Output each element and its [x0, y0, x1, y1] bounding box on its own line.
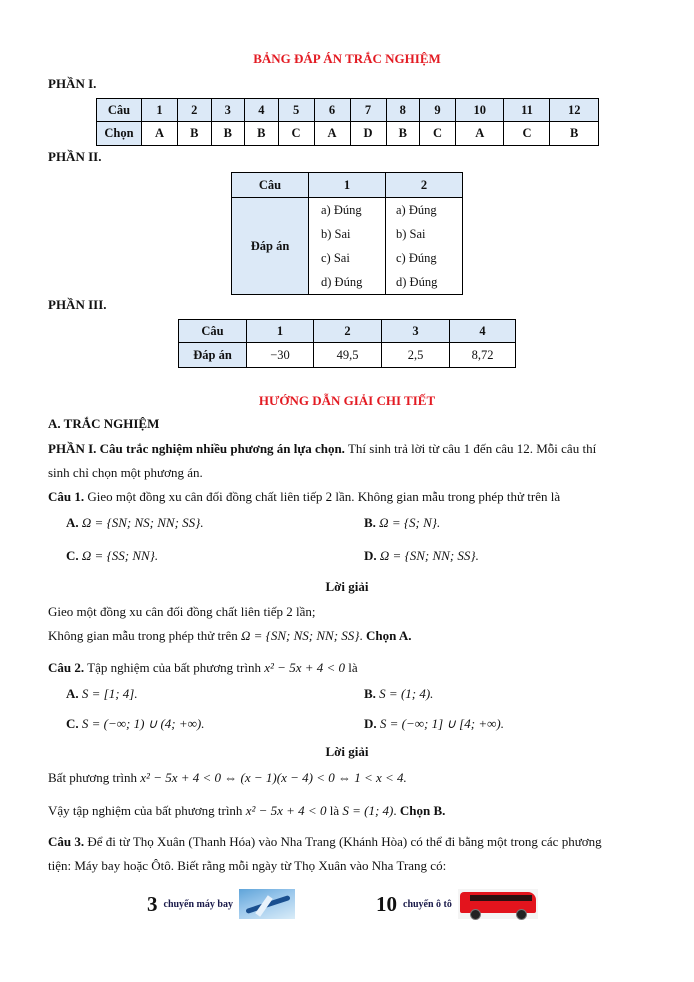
- question-3-cont: tiện: Máy bay hoặc Ôtô. Biết rằng mỗi ngày từ Thọ Xuân vào Nha Trang có:: [48, 858, 447, 873]
- statement-answer: c) Đúng: [396, 251, 437, 265]
- answer-cell: C: [278, 122, 314, 146]
- option-value: Ω = {S; N}.: [379, 515, 441, 530]
- question-2: [48, 660, 358, 676]
- statement-answer: b) Sai: [396, 227, 426, 241]
- answer-cell: B: [211, 122, 245, 146]
- question-cell: 8: [386, 99, 420, 122]
- option-letter: C.: [66, 548, 79, 563]
- solution-text-part: Vậy tập nghiệm của bất phương trình: [48, 803, 246, 818]
- answer-cell: [309, 198, 386, 295]
- question-math: x² − 5x + 4 < 0: [264, 660, 346, 675]
- part1-intro-heading: PHẦN I. Câu trắc nghiệm nhiều phương án lựa chọn.: [48, 441, 345, 456]
- option-value: Ω = {SN; NN; SS}.: [379, 548, 479, 563]
- part1-intro: [48, 441, 596, 457]
- question-3: [48, 834, 602, 850]
- question-cell: 2: [177, 99, 211, 122]
- chosen-answer: Chọn A.: [365, 628, 412, 643]
- solution-heading: Lời giải: [325, 744, 369, 759]
- question-cell: 5: [278, 99, 314, 122]
- solution-text: [48, 770, 407, 786]
- option-letter: D.: [364, 716, 377, 731]
- row-header: Chọn: [97, 122, 142, 146]
- question-cell: 3: [211, 99, 245, 122]
- option-d: [364, 716, 504, 732]
- question-cell: 1: [247, 320, 314, 343]
- flights-item: [147, 889, 295, 919]
- question-cell: 6: [314, 99, 350, 122]
- question-text: Để đi từ Thọ Xuân (Thanh Hóa) vào Nha Trang (Khánh Hòa) có thể đi bằng một trong các phương: [84, 834, 602, 849]
- buses-label: chuyến ô tô: [403, 898, 452, 910]
- option-d: [364, 548, 479, 564]
- solution-text: Gieo một đồng xu cân đối đồng chất liên tiếp 2 lần;: [48, 604, 316, 619]
- question-cell: 4: [450, 320, 516, 343]
- row-header: Câu: [232, 173, 309, 198]
- part1-intro-cont: sinh chỉ chọn một phương án.: [48, 465, 203, 480]
- answer-cell: C: [504, 122, 550, 146]
- solution-math: x² − 5x + 4 < 0 ⇔ (x − 1)(x − 4) < 0 ⇔ 1 < x < 4.: [140, 770, 407, 785]
- option-c: [66, 716, 204, 732]
- question-cell: 9: [420, 99, 456, 122]
- buses-item: [376, 889, 538, 919]
- statement-answer: d) Đúng: [396, 275, 438, 289]
- option-b: [364, 686, 433, 702]
- answer-cell: C: [420, 122, 456, 146]
- question-label: Câu 3.: [48, 834, 85, 849]
- answer-cell: 8,72: [450, 343, 516, 368]
- question-cell: 4: [245, 99, 279, 122]
- answer-cell: [386, 198, 463, 295]
- part1-label: PHẦN I.: [48, 76, 97, 91]
- solution-text-part: Không gian mẫu trong phép thử trên: [48, 628, 241, 643]
- part2-label: PHẦN II.: [48, 149, 102, 164]
- row-header: Đáp án: [232, 198, 309, 295]
- solutions-title: HƯỚNG DẪN GIẢI CHI TIẾT: [258, 393, 436, 408]
- option-value: S = [1; 4].: [81, 686, 138, 701]
- statement-answer: d) Đúng: [321, 275, 363, 289]
- answer-cell: B: [386, 122, 420, 146]
- part1-intro-text: Thí sinh trả lời từ câu 1 đến câu 12. Mỗi câu thí: [344, 441, 597, 456]
- option-letter: B.: [364, 686, 376, 701]
- question-cell: 12: [550, 99, 599, 122]
- question-cell: 3: [382, 320, 450, 343]
- question-text: Tập nghiệm của bất phương trình: [84, 660, 265, 675]
- answer-cell: −30: [247, 343, 314, 368]
- flights-label: chuyến máy bay: [163, 898, 233, 910]
- question-cell: 2: [314, 320, 382, 343]
- option-letter: C.: [66, 716, 79, 731]
- answer-key-title: BẢNG ĐÁP ÁN TRẮC NGHIỆM: [253, 51, 441, 66]
- part3-label: PHẦN III.: [48, 297, 107, 312]
- question-text: là: [345, 660, 358, 675]
- option-letter: B.: [364, 515, 376, 530]
- option-letter: A.: [66, 515, 79, 530]
- question-label: Câu 2.: [48, 660, 85, 675]
- answer-cell: B: [550, 122, 599, 146]
- option-a: [66, 515, 204, 531]
- solution-text-part: là: [326, 803, 343, 818]
- option-value: S = (−∞; 1] ∪ [4; +∞).: [379, 716, 504, 731]
- option-value: S = (−∞; 1) ∪ (4; +∞).: [81, 716, 205, 731]
- airplane-icon: [239, 889, 295, 919]
- question-cell: 2: [386, 173, 463, 198]
- section-a-heading: A. TRẮC NGHIỆM: [48, 416, 160, 431]
- table-row: [97, 99, 599, 122]
- solution-text-part: .: [359, 628, 366, 643]
- answer-cell: 2,5: [382, 343, 450, 368]
- option-c: [66, 548, 158, 564]
- statement-answer: c) Sai: [321, 251, 350, 265]
- solution-text: [48, 803, 445, 819]
- question-1: [48, 489, 560, 505]
- answer-cell: A: [142, 122, 178, 146]
- option-a: [66, 686, 138, 702]
- option-letter: D.: [364, 548, 377, 563]
- question-cell: 10: [456, 99, 504, 122]
- answer-cell: A: [456, 122, 504, 146]
- table-row: [179, 320, 516, 343]
- table-row: [232, 173, 463, 198]
- buses-count: 10: [376, 891, 397, 916]
- question-cell: 1: [309, 173, 386, 198]
- statement-answer: a) Đúng: [321, 203, 362, 217]
- answer-cell: D: [350, 122, 386, 146]
- option-b: [364, 515, 440, 531]
- solution-math: S = (1; 4): [342, 803, 394, 818]
- flights-count: 3: [147, 891, 158, 916]
- table-row: [97, 122, 599, 146]
- solution-heading: Lời giải: [325, 579, 369, 594]
- solution-text: [48, 628, 412, 644]
- question-cell: 1: [142, 99, 178, 122]
- question-cell: 7: [350, 99, 386, 122]
- table-row: [232, 198, 463, 295]
- part2-answer-table: [231, 172, 463, 295]
- row-header: Đáp án: [179, 343, 247, 368]
- part3-answer-table: [178, 319, 516, 368]
- table-row: [179, 343, 516, 368]
- question-text: Gieo một đồng xu cân đối đồng chất liên tiếp 2 lần. Không gian mẫu trong phép thử trên là: [84, 489, 561, 504]
- option-value: Ω = {SN; NS; NN; SS}.: [81, 515, 204, 530]
- answer-cell: 49,5: [314, 343, 382, 368]
- option-value: S = (1; 4).: [379, 686, 434, 701]
- solution-math: Ω = {SN; NS; NN; SS}: [240, 628, 360, 643]
- question-cell: 11: [504, 99, 550, 122]
- option-letter: A.: [66, 686, 79, 701]
- solution-math: x² − 5x + 4 < 0: [245, 803, 327, 818]
- part1-answer-table: [96, 98, 599, 146]
- chosen-answer: Chọn B.: [399, 803, 446, 818]
- option-value: Ω = {SS; NN}.: [81, 548, 159, 563]
- solution-text-part: .: [393, 803, 400, 818]
- answer-cell: B: [245, 122, 279, 146]
- question-label: Câu 1.: [48, 489, 85, 504]
- row-header: Câu: [179, 320, 247, 343]
- bus-icon: [458, 889, 538, 919]
- statement-answer: b) Sai: [321, 227, 351, 241]
- answer-cell: A: [314, 122, 350, 146]
- solution-text-part: Bất phương trình: [48, 770, 141, 785]
- row-header: Câu: [97, 99, 142, 122]
- answer-cell: B: [177, 122, 211, 146]
- statement-answer: a) Đúng: [396, 203, 437, 217]
